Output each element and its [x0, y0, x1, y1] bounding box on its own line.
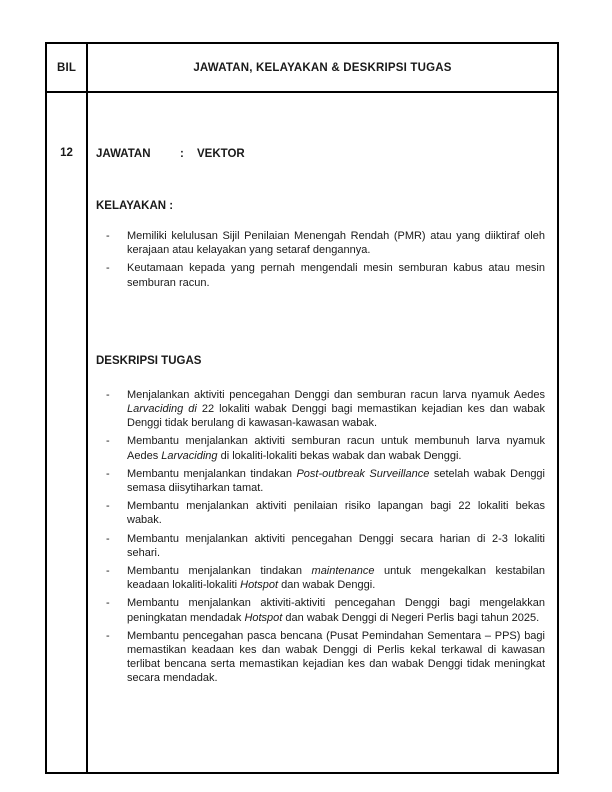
bullet-item [106, 229, 545, 257]
header-cell-title [88, 44, 557, 91]
bullet-dash: - [106, 532, 110, 545]
bullet-text: Membantu menjalankan aktiviti semburan racun untuk membunuh larva nyamuk Aedes Larvaciding di lokaliti-lokaliti bekas wabak dan wabak Denggi. [127, 435, 545, 462]
header-bil-label: BIL [56, 61, 77, 74]
bullet-text: Membantu menjalankan aktiviti penilaian risiko lapangan bagi 22 lokaliti bekas wabak. [127, 500, 545, 527]
deskripsi-heading: DESKRIPSI TUGAS [96, 354, 202, 367]
bullet-item [106, 596, 545, 624]
bullet-dash: - [106, 565, 110, 578]
bullet-item [106, 261, 545, 289]
bullet-item [106, 564, 545, 592]
bullet-dash: - [106, 597, 110, 610]
bullet-dash: - [106, 467, 110, 480]
jawatan-label: JAWATAN [96, 148, 151, 160]
row-number: 12 [60, 147, 73, 159]
bullet-dash: - [106, 435, 110, 448]
table-header-row [47, 44, 557, 93]
job-description-table [45, 42, 559, 774]
bullet-item [106, 629, 545, 686]
cell-bil [47, 93, 88, 772]
bullet-dash: - [106, 230, 110, 242]
bullet-dash: - [106, 629, 110, 642]
kelayakan-heading: KELAYAKAN : [96, 200, 174, 212]
kelayakan-list [96, 229, 545, 290]
deskripsi-list [96, 388, 545, 686]
bullet-dash: - [106, 388, 110, 401]
bullet-text: Memiliki kelulusan Sijil Penilaian Menengah Rendah (PMR) atau yang diiktiraf oleh kerajaan atau kelayakan yang setaraf dengannya. [127, 230, 545, 257]
bullet-item [106, 532, 545, 560]
bullet-item [106, 467, 545, 495]
jawatan-separator: : [180, 148, 184, 160]
bullet-item [106, 499, 545, 527]
bullet-text: Membantu menjalankan tindakan maintenance untuk mengekalkan kestabilan keadaan lokaliti-lokaliti Hotspot dan wabak Denggi. [127, 565, 545, 592]
bullet-text: Membantu menjalankan tindakan Post-outbreak Surveillance setelah wabak Denggi semasa diisytiharkan tamat. [127, 467, 545, 495]
bullet-item [106, 434, 545, 462]
bullet-text: Membantu menjalankan aktiviti-aktiviti pencegahan Denggi bagi mengelakkan peningkatan mendadak Hotspot dan wabak Denggi di Negeri Perlis bagi tahun 2025. [127, 597, 545, 624]
table-body-row [47, 93, 557, 772]
bullet-item [106, 388, 545, 431]
bullet-dash: - [106, 262, 110, 275]
bullet-text: Keutamaan kepada yang pernah mengendali mesin semburan kabus atau mesin semburan racun. [127, 262, 545, 289]
bullet-text: Membantu menjalankan aktiviti pencegahan Denggi secara harian di 2-3 lokaliti sehari. [127, 532, 545, 559]
header-title-label: JAWATAN, KELAYAKAN & DESKRIPSI TUGAS [193, 61, 452, 74]
bullet-text: Membantu pencegahan pasca bencana (Pusat Pemindahan Sementara – PPS) bagi memastikan keadaan kes dan wabak Denggi di Perlis kekal terkawal di kawasan terlibat bencana serta memastikan kejadian kes dan wabak Denggi tidak meningkat secara mendadak. [127, 629, 545, 685]
jawatan-value: VEKTOR [197, 148, 245, 160]
header-cell-bil [47, 44, 88, 91]
bullet-text: Menjalankan aktiviti pencegahan Denggi dan semburan racun larva nyamuk Aedes Larvaciding di 22 lokaliti wabak Denggi bagi memastikan kejadian kes dan wabak Denggi tidak berulang di kawasan-kawasan wabak. [127, 388, 546, 430]
cell-content [88, 93, 557, 772]
jawatan-line [96, 147, 545, 161]
bullet-dash: - [106, 500, 110, 513]
